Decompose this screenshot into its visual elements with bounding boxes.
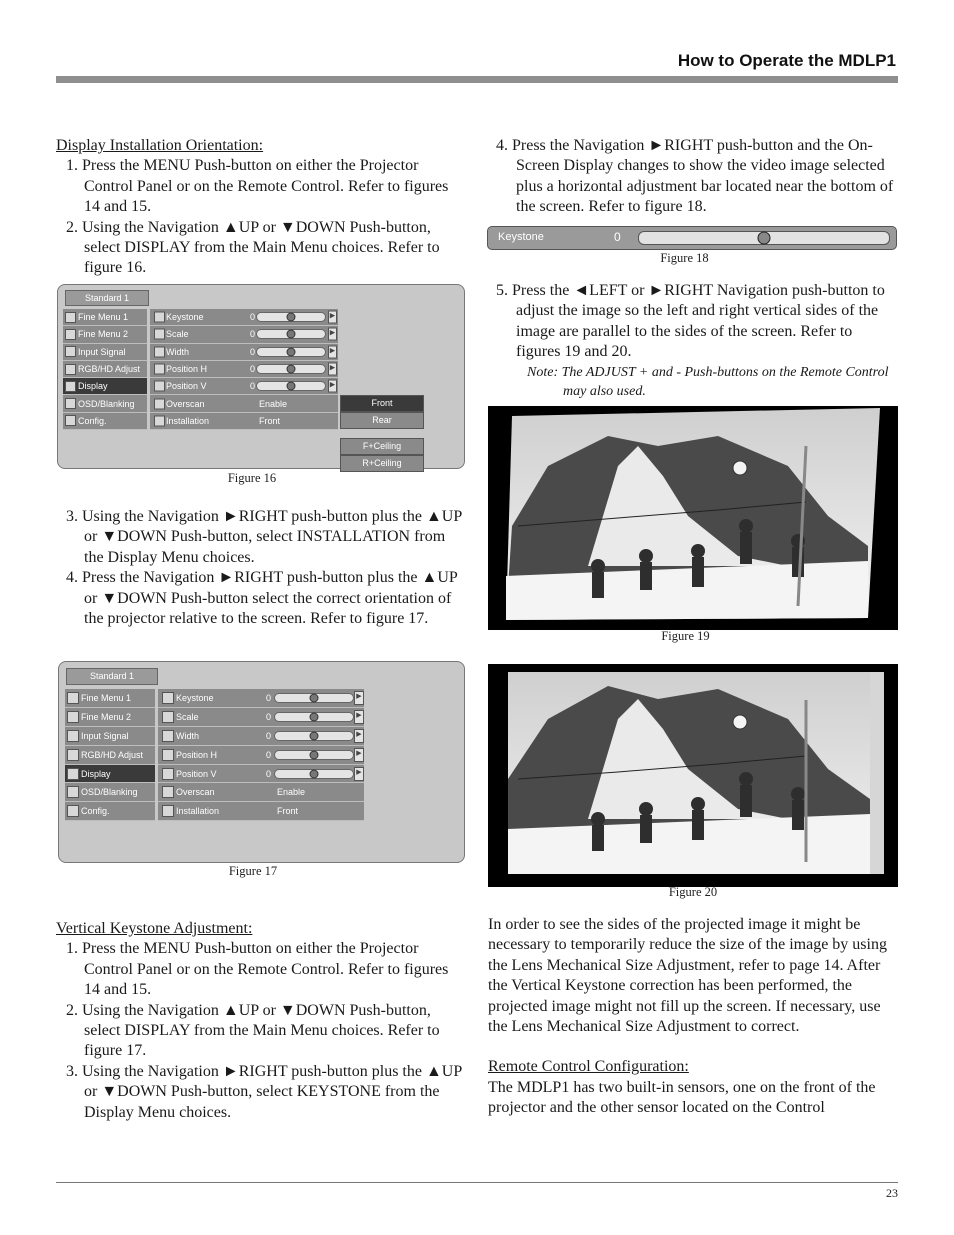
setting-label: Position V <box>176 768 217 779</box>
caption-figure17: Figure 17 <box>228 864 278 878</box>
setting-value: 0 <box>266 692 272 703</box>
setting-slider[interactable] <box>274 750 354 760</box>
setting-slider[interactable] <box>256 312 326 322</box>
section-heading-remote: Remote Control Configuration: <box>488 1058 689 1076</box>
setting-label: Keystone <box>166 312 204 323</box>
osd-menu-item-label: Input Signal <box>81 730 129 741</box>
keystone-step-1: 1. Press the MENU Push-button on either the Projector Control Panel or on the Remote Control. Refer to figures 14 and 15. <box>66 940 449 999</box>
right-arrow-icon[interactable]: ▶ <box>354 729 364 743</box>
setting-slider[interactable] <box>256 347 326 357</box>
menu-icon <box>67 692 79 704</box>
caption-figure16: Figure 16 <box>227 471 277 485</box>
installation-option-f-ceiling[interactable]: F+Ceiling <box>340 438 424 455</box>
setting-label: Overscan <box>166 398 205 409</box>
right-step5 <box>488 281 900 401</box>
setting-slider[interactable] <box>256 364 326 374</box>
menu-icon <box>67 730 79 742</box>
osd-menu-item-label: Input Signal <box>78 346 126 357</box>
menu-icon <box>65 346 76 357</box>
installation-option-r-ceiling[interactable]: R+Ceiling <box>340 455 424 472</box>
footer-rule <box>56 1182 898 1183</box>
setting-scale[interactable] <box>150 326 338 343</box>
osd-menu-item-label: Fine Menu 2 <box>78 329 129 340</box>
slider-knob[interactable] <box>287 330 296 339</box>
menu-icon <box>67 768 79 780</box>
setting-label: Position H <box>176 749 218 760</box>
setting-label: Width <box>166 346 190 357</box>
setting-label: Width <box>176 730 200 741</box>
setting-icon <box>162 805 174 817</box>
osd-menu-item-label: Fine Menu 1 <box>81 692 132 703</box>
right-step-4: 4. Press the Navigation ►RIGHT push-button and the On-Screen Display changes to show the video image selected plus a horizontal adjustment bar located near the bottom of the screen. Refer to figure 18. <box>496 137 894 216</box>
setting-icon <box>154 381 165 392</box>
caption-figure18: Figure 18 <box>660 251 709 265</box>
orientation-step-4: 4. Press the Navigation ►RIGHT push-button plus the ▲UP or ▼DOWN Push-button select the correct orientation of the projector relative to the screen. Refer to figure 17. <box>66 569 458 628</box>
menu-icon <box>65 415 76 426</box>
osd-menu-item-label: Config. <box>78 415 107 426</box>
osd-main-menu <box>63 309 147 430</box>
osd-display-settings <box>158 689 364 821</box>
osd-tab: Standard 1 <box>66 668 158 685</box>
setting-icon <box>162 730 174 742</box>
setting-icon <box>162 711 174 723</box>
setting-icon <box>154 364 165 375</box>
left-section2 <box>56 919 468 1123</box>
osd-menu-figure16 <box>57 284 465 469</box>
setting-width[interactable] <box>150 344 338 361</box>
slider-knob[interactable] <box>310 769 319 778</box>
setting-value: Front <box>259 415 281 426</box>
osd-menu-item-label: Display <box>81 768 111 779</box>
osd-menu-item-input-signal[interactable] <box>65 727 155 746</box>
setting-label: Keystone <box>176 692 214 703</box>
slider-knob[interactable] <box>310 712 319 721</box>
setting-scale[interactable] <box>158 708 364 727</box>
setting-icon <box>162 786 174 798</box>
setting-slider[interactable] <box>256 329 326 339</box>
right-paragraph-block <box>488 915 898 1119</box>
menu-icon <box>67 749 79 761</box>
right-arrow-icon[interactable]: ▶ <box>328 363 337 376</box>
setting-position-h[interactable] <box>158 746 364 765</box>
setting-value: 0 <box>250 346 256 357</box>
right-arrow-icon[interactable]: ▶ <box>328 345 337 358</box>
setting-slider[interactable] <box>274 693 354 703</box>
menu-icon <box>65 381 76 392</box>
right-arrow-icon[interactable]: ▶ <box>328 380 337 393</box>
setting-value: 0 <box>250 364 256 375</box>
osd-main-menu <box>65 689 155 821</box>
osd-menu-item-label: OSD/Blanking <box>81 787 138 798</box>
keystone-bar-track[interactable] <box>638 231 890 245</box>
left-section1-a <box>56 136 468 279</box>
menu-icon <box>65 398 76 409</box>
setting-value: 0 <box>266 711 272 722</box>
orientation-step-1: 1. Press the MENU Push-button on either the Projector Control Panel or on the Remote Control. Refer to figures 14 and 15. <box>66 157 449 216</box>
photo-figure20 <box>488 664 898 887</box>
section-heading-orientation: Display Installation Orientation: <box>56 137 264 154</box>
keystone-corrected-image <box>488 664 898 887</box>
setting-icon <box>154 312 165 323</box>
osd-menu-figure17 <box>58 661 465 863</box>
osd-menu-item-label: Fine Menu 2 <box>81 711 132 722</box>
osd-menu-item-label: Display <box>78 381 108 392</box>
osd-menu-item-display[interactable] <box>65 765 155 784</box>
osd-menu-item-fine-menu-2[interactable] <box>63 326 147 343</box>
setting-value: 0 <box>266 749 272 760</box>
setting-width[interactable] <box>158 727 364 746</box>
setting-slider[interactable] <box>256 381 326 391</box>
setting-value: 0 <box>250 381 256 392</box>
keystone-bar-value: 0 <box>614 230 621 244</box>
slider-knob[interactable] <box>287 365 296 374</box>
orientation-step-2: 2. Using the Navigation ▲UP or ▼DOWN Push-button, select DISPLAY from the Main Menu choices. Refer to figure 16. <box>66 218 440 277</box>
menu-icon <box>67 786 79 798</box>
osd-menu-item-config[interactable] <box>65 802 155 821</box>
osd-menu-item-label: RGB/HD Adjust <box>81 749 144 760</box>
keystone-bar-label: Keystone <box>498 231 544 243</box>
keystone-bar-knob[interactable] <box>758 232 771 245</box>
keystone-distorted-image <box>488 406 898 630</box>
setting-value: 0 <box>266 730 272 741</box>
setting-icon <box>154 415 165 426</box>
lens-adjust-paragraph: In order to see the sides of the projected image it might be necessary to temporarily reduce the size of the image by using the Lens Mechanical Size Adjustment, refer to page 14. After the Vertical Keystone correction has been performed, the projected image might not fill up the screen. If necessary, use the Lens Mechanical Size Adjustment to correct. <box>488 916 887 1036</box>
keystone-step-3: 3. Using the Navigation ►RIGHT push-button plus the ▲UP or ▼DOWN Push-button, select KEYSTONE from the Display Menu choices. <box>66 1062 462 1121</box>
installation-option-front[interactable]: Front <box>340 395 424 412</box>
section-heading-keystone: Vertical Keystone Adjustment: <box>56 920 253 937</box>
menu-icon <box>65 329 76 340</box>
osd-menu-item-label: Config. <box>81 806 110 817</box>
setting-installation[interactable] <box>158 802 364 821</box>
left-section1-b <box>56 507 468 629</box>
setting-slider[interactable] <box>274 731 354 741</box>
remote-paragraph: The MDLP1 has two built-in sensors, one on the front of the projector and the other sensor located on the Control <box>488 1078 876 1117</box>
setting-icon <box>154 398 165 409</box>
setting-installation[interactable] <box>150 413 338 430</box>
setting-keystone[interactable] <box>158 689 364 708</box>
setting-keystone[interactable] <box>150 309 338 326</box>
setting-position-h[interactable] <box>150 361 338 378</box>
osd-tab: Standard 1 <box>65 290 149 306</box>
setting-position-v[interactable] <box>158 765 364 784</box>
keystone-adjust-bar <box>487 226 897 250</box>
setting-value: Front <box>277 806 299 817</box>
osd-menu-item-rgb-hd-adjust[interactable] <box>63 361 147 378</box>
menu-icon <box>67 711 79 723</box>
installation-options <box>340 395 424 472</box>
osd-menu-item-label: RGB/HD Adjust <box>78 364 141 375</box>
keystone-step-2: 2. Using the Navigation ▲UP or ▼DOWN Push-button, select DISPLAY from the Main Menu choices. Refer to figure 17. <box>66 1001 440 1060</box>
slider-knob[interactable] <box>287 347 296 356</box>
slider-knob[interactable] <box>310 731 319 740</box>
caption-figure20: Figure 20 <box>668 885 718 899</box>
setting-position-v[interactable] <box>150 378 338 395</box>
menu-icon <box>65 364 76 375</box>
setting-label: Scale <box>166 329 189 340</box>
right-arrow-icon[interactable]: ▶ <box>354 710 364 724</box>
menu-icon <box>67 805 79 817</box>
osd-menu-item-input-signal[interactable] <box>63 344 147 361</box>
setting-label: Scale <box>176 711 199 722</box>
menu-icon <box>65 312 76 323</box>
header-title: How to Operate the MDLP1 <box>677 51 896 70</box>
osd-menu-item-display[interactable] <box>63 378 147 395</box>
setting-icon <box>162 768 174 780</box>
slider-knob[interactable] <box>287 382 296 391</box>
remote-note: Note: The ADJUST + and - Push-buttons on the Remote Control may also used. <box>527 364 889 399</box>
page-number: 23 <box>886 1186 898 1200</box>
slider-knob[interactable] <box>287 313 296 322</box>
right-arrow-icon[interactable]: ▶ <box>328 311 337 324</box>
photo-figure19 <box>488 406 898 630</box>
setting-value: 0 <box>250 329 256 340</box>
setting-value: 0 <box>250 312 256 323</box>
right-step-5: 5. Press the ◄LEFT or ►RIGHT Navigation push-button to adjust the image so the left and right vertical sides of the image are parallel to the sides of the screen. Refer to figures 19 and 20. <box>496 282 885 361</box>
setting-label: Position V <box>166 381 207 392</box>
setting-icon <box>162 692 174 704</box>
setting-label: Installation <box>176 806 220 817</box>
osd-menu-item-fine-menu-1[interactable] <box>63 309 147 326</box>
osd-menu-item-label: OSD/Blanking <box>78 398 135 409</box>
caption-figure19: Figure 19 <box>661 629 710 643</box>
slider-knob[interactable] <box>310 750 319 759</box>
osd-menu-item-fine-menu-2[interactable] <box>65 708 155 727</box>
right-arrow-icon[interactable]: ▶ <box>354 691 364 705</box>
slider-knob[interactable] <box>310 693 319 702</box>
osd-menu-item-osd-blanking[interactable] <box>65 783 155 802</box>
osd-menu-item-config[interactable] <box>63 413 147 430</box>
header-rule <box>56 76 898 83</box>
right-arrow-icon[interactable]: ▶ <box>328 328 337 341</box>
osd-menu-item-rgb-hd-adjust[interactable] <box>65 746 155 765</box>
setting-value: 0 <box>266 768 272 779</box>
setting-icon <box>162 749 174 761</box>
osd-menu-item-label: Fine Menu 1 <box>78 312 129 323</box>
osd-menu-item-osd-blanking[interactable] <box>63 395 147 412</box>
osd-display-settings <box>150 309 338 430</box>
right-arrow-icon[interactable]: ▶ <box>354 767 364 781</box>
setting-icon <box>154 346 165 357</box>
orientation-step-3: 3. Using the Navigation ►RIGHT push-button plus the ▲UP or ▼DOWN Push-button, select INSTALLATION from the Display Menu choices. <box>66 508 462 566</box>
setting-label: Position H <box>166 364 208 375</box>
setting-label: Overscan <box>176 787 215 798</box>
setting-slider[interactable] <box>274 712 354 722</box>
setting-value: Enable <box>277 787 306 798</box>
setting-overscan[interactable] <box>158 783 364 802</box>
setting-icon <box>154 329 165 340</box>
setting-value: Enable <box>259 398 288 409</box>
setting-label: Installation <box>166 415 210 426</box>
right-step4 <box>488 136 896 218</box>
right-arrow-icon[interactable]: ▶ <box>354 748 364 762</box>
installation-option-rear[interactable]: Rear <box>340 412 424 429</box>
setting-overscan[interactable] <box>150 395 338 412</box>
setting-slider[interactable] <box>274 769 354 779</box>
osd-menu-item-fine-menu-1[interactable] <box>65 689 155 708</box>
